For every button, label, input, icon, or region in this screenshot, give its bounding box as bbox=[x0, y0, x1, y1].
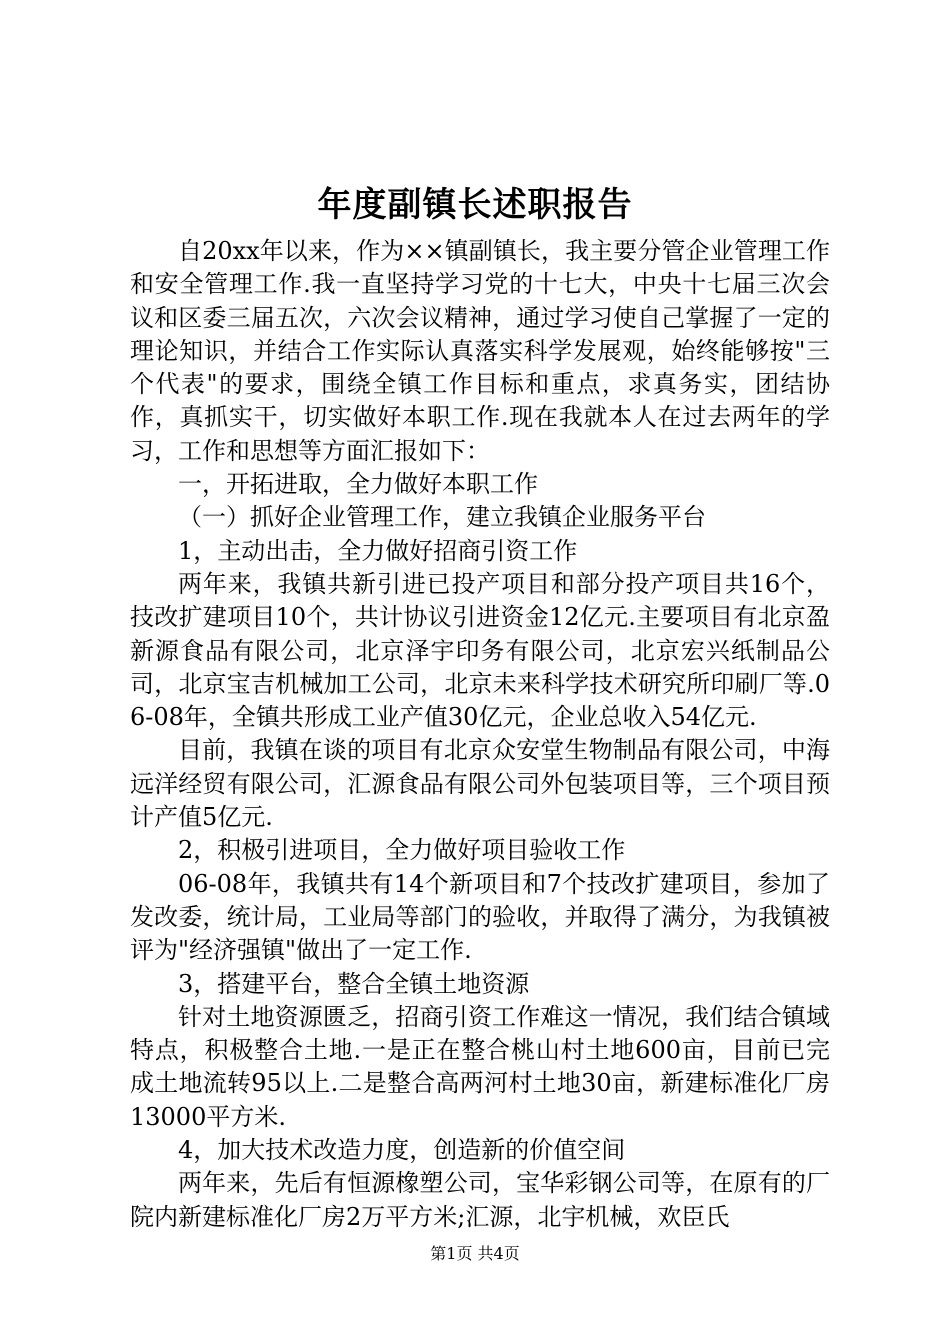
document-body bbox=[130, 235, 830, 1234]
paragraph-intro: 自20xx年以来，作为××镇副镇长，我主要分管企业管理工作和安全管理工作.我一直坚持学习党的十七大，中央十七届三次会议和区委三届五次，六次会议精神，通过学习使自己掌握了一定的理论知识，并结合工作实际认真落实科学发展观，始终能够按"三个代表"的要求，围绕全镇工作目标和重点，求真务实，团结协作，真抓实干，切实做好本职工作.现在我就本人在过去两年的学习，工作和思想等方面汇报如下： bbox=[130, 237, 830, 465]
item-heading-4: 4，加大技术改造力度，创造新的价值空间 bbox=[178, 1136, 626, 1165]
paragraph-projects-in-talks: 目前，我镇在谈的项目有北京众安堂生物制品有限公司，中海远洋经贸有限公司，汇源食品有限公司外包装项目等，三个项目预计产值5亿元. bbox=[130, 736, 830, 832]
document-title: 年度副镇长述职报告 bbox=[317, 185, 633, 225]
subsection-heading-1: （一）抓好企业管理工作，建立我镇企业服务平台 bbox=[178, 503, 706, 532]
item-heading-3: 3，搭建平台，整合全镇土地资源 bbox=[178, 969, 530, 998]
paragraph-land-resources: 针对土地资源匮乏，招商引资工作难这一情况，我们结合镇域特点，积极整合土地.一是正在整合桃山村土地600亩，目前已完成土地流转95以上.二是整合高两河村土地30亩，新建标准化厂房13000平方米. bbox=[130, 1002, 830, 1131]
paragraph-investment: 两年来，我镇共新引进已投产项目和部分投产项目共16个，技改扩建项目10个，共计协议引进资金12亿元.主要项目有北京盈新源食品有限公司，北京泽宇印务有限公司，北京宏兴纸制品公司，北京宝吉机械加工公司，北京未来科学技术研究所印刷厂等.06-08年，全镇共形成工业产值30亿元，企业总收入54亿元. bbox=[130, 569, 830, 732]
item-heading-2: 2，积极引进项目，全力做好项目验收工作 bbox=[178, 836, 626, 865]
item-heading-1: 1，主动出击，全力做好招商引资工作 bbox=[178, 536, 578, 565]
paragraph-acceptance: 06-08年，我镇共有14个新项目和7个技改扩建项目，参加了发改委，统计局，工业局等部门的验收，并取得了满分，为我镇被评为"经济强镇"做出了一定工作. bbox=[130, 869, 830, 965]
paragraph-tech-upgrade: 两年来，先后有恒源橡塑公司，宝华彩钢公司等，在原有的厂院内新建标准化厂房2万平方米;汇源，北宇机械，欢臣氏 bbox=[130, 1169, 830, 1231]
page-footer: 第1页 共4页 bbox=[430, 1244, 520, 1263]
section-heading-1: 一，开拓进取，全力做好本职工作 bbox=[178, 470, 538, 499]
